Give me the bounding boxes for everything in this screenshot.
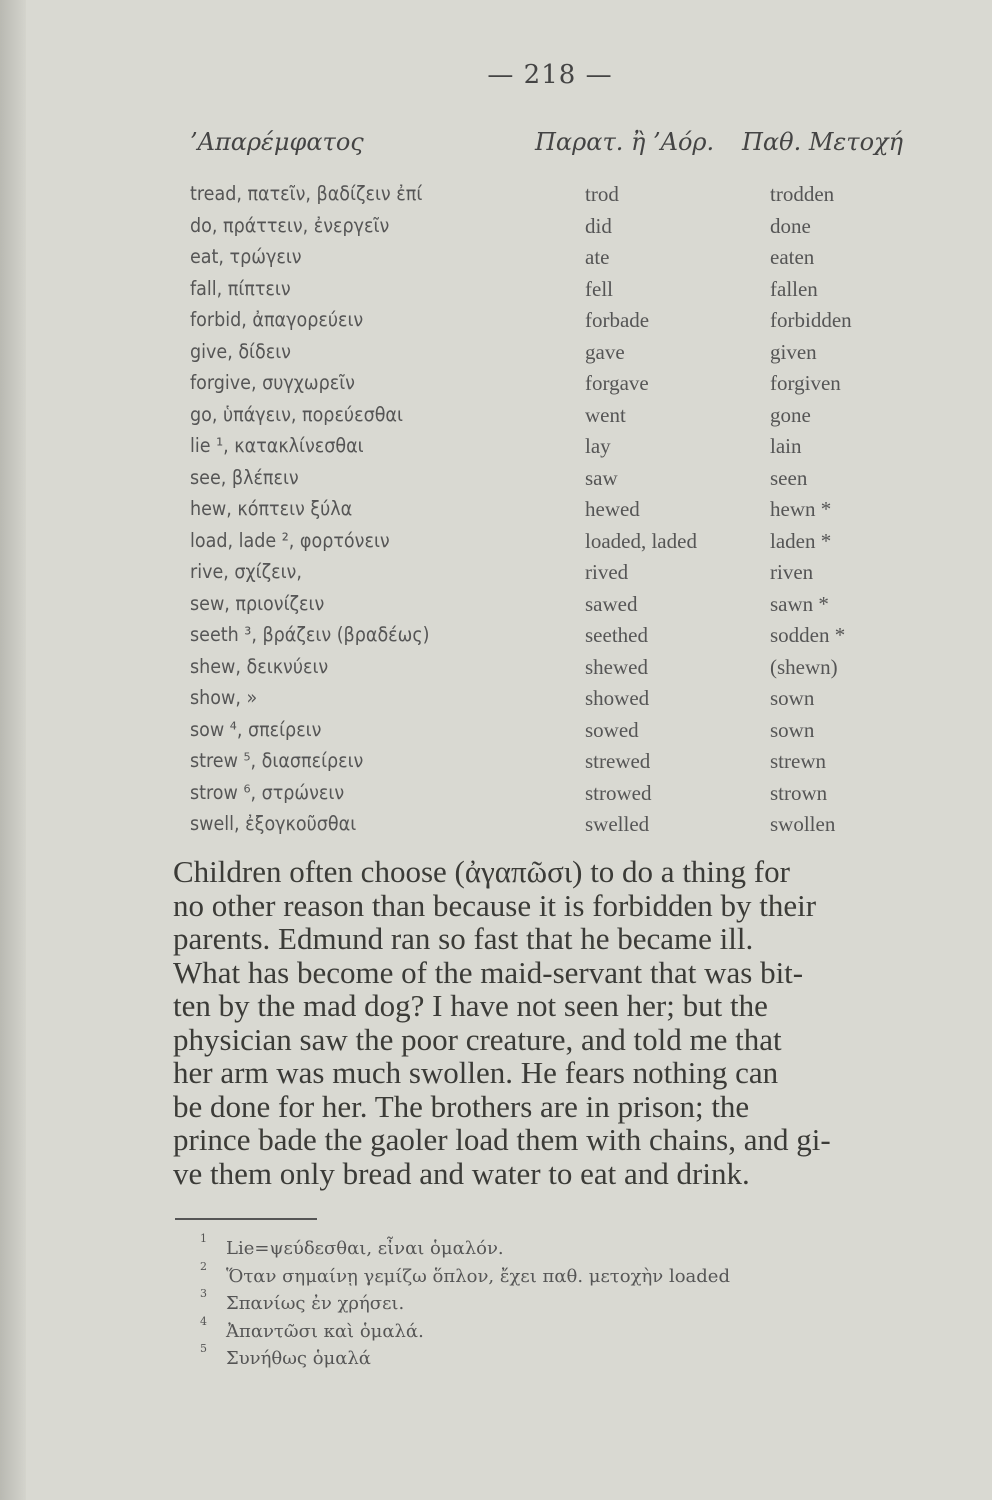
participle-form: seen: [770, 465, 808, 490]
participle-form: strown: [770, 780, 828, 805]
footnote-text: Συνήθως ὁμαλά: [226, 1348, 371, 1369]
table-row: [0, 466, 992, 498]
base-form: forgive, συγχωρεῖν: [190, 371, 355, 394]
table-row: [0, 749, 992, 781]
table-row: [0, 277, 992, 309]
footnote: [200, 1232, 960, 1266]
footnote-text: Ὅταν σημαίνῃ γεμίζω ὅπλον, ἔχει παθ. μετοχὴν loaded: [226, 1265, 730, 1287]
base-form: strew ⁵, διασπείρειν: [190, 749, 364, 772]
past-form: hewed: [585, 497, 640, 521]
base-form: do, πράττειν, ἐνεργεῖν: [190, 213, 390, 237]
header-base-form: ’Απαρέμφατος: [190, 128, 364, 156]
base-form: strow ⁶, στρώνειν: [190, 780, 345, 804]
participle-form: done: [770, 213, 811, 238]
participle-form: lain: [770, 434, 802, 458]
table-row: [0, 214, 992, 246]
past-form: strewed: [585, 749, 651, 773]
base-form: eat, τρώγειν: [190, 245, 302, 268]
paragraph-line: her arm was much swollen. He fears nothing can: [173, 1055, 779, 1090]
footnote: [200, 1314, 960, 1349]
table-row: [0, 340, 992, 372]
table-row: [0, 560, 992, 592]
base-form: hew, κόπτειν ξύλα: [190, 497, 353, 520]
exercise-paragraph: [173, 855, 963, 1190]
table-row: [0, 592, 992, 624]
participle-form: given: [770, 339, 817, 364]
base-form: see, βλέπειν: [190, 465, 299, 489]
footnote-mark: 3: [200, 1287, 207, 1300]
past-form: seethed: [585, 623, 648, 647]
table-row: [0, 308, 992, 340]
footnote-mark: 5: [200, 1342, 207, 1355]
base-form: lie ¹, κατακλίνεσθαι: [190, 434, 364, 457]
paragraph-line: be done for her. The brothers are in prison; the: [173, 1088, 750, 1124]
paragraph-line: physician saw the poor creature, and told me that: [173, 1021, 782, 1057]
past-form: swelled: [585, 812, 650, 836]
table-row: [0, 497, 992, 529]
footnote-mark: 1: [200, 1232, 207, 1245]
participle-form: strewn: [770, 749, 826, 773]
header-past-participle: Παθ. Μετοχή: [742, 128, 903, 156]
base-form: tread, πατεῖν, βαδίζειν ἐπί: [190, 182, 423, 205]
base-form: seeth ³, βράζειν (βραδέως): [190, 623, 430, 646]
participle-form: riven: [770, 560, 814, 584]
base-form: load, lade ², φορτόνειν: [190, 528, 390, 552]
past-form: sowed: [585, 717, 639, 742]
past-form: shewed: [585, 654, 648, 679]
base-form: forbid, ἀπαγορεύειν: [190, 308, 364, 331]
paragraph-line: ve them only bread and water to eat and drink.: [173, 1155, 750, 1191]
base-form: rive, σχίζειν,: [190, 560, 302, 583]
participle-form: sawn *: [770, 591, 829, 616]
past-form: trod: [585, 182, 619, 206]
past-form: gave: [585, 339, 625, 364]
past-form: loaded, laded: [585, 528, 697, 553]
participle-form: fallen: [770, 276, 818, 301]
participle-form: trodden: [770, 182, 835, 206]
participle-form: laden *: [770, 528, 832, 553]
base-form: swell, ἐξογκοῦσθαι: [190, 812, 357, 835]
participle-form: sodden *: [770, 623, 846, 647]
past-form: lay: [585, 434, 611, 458]
table-row: [0, 812, 992, 844]
footnote-text: Σπανίως ἐν χρήσει.: [226, 1293, 405, 1314]
past-form: forbade: [585, 308, 650, 332]
table-row: [0, 529, 992, 561]
participle-form: (shewn): [770, 654, 838, 679]
base-form: fall, πίπτειν: [190, 276, 291, 300]
past-form: did: [585, 213, 612, 238]
participle-form: forgiven: [770, 371, 841, 395]
footnotes: [200, 1232, 960, 1376]
base-form: sow ⁴, σπείρειν: [190, 717, 322, 741]
paragraph-line: parents. Edmund ran so fast that he became ill.: [173, 921, 754, 956]
base-form: shew, δεικνύειν: [190, 654, 329, 678]
footnote-mark: 2: [200, 1259, 207, 1273]
base-form: show, »: [190, 686, 258, 709]
footnote: [200, 1342, 960, 1376]
table-row: [0, 182, 992, 214]
past-form: forgave: [585, 371, 649, 395]
verb-table: [0, 182, 992, 844]
paragraph-line: What has become of the maid-servant that was bit-: [173, 954, 804, 990]
paragraph-line: ten by the mad dog? I have not seen her; but the: [173, 988, 768, 1023]
participle-form: swollen: [770, 812, 836, 836]
base-form: sew, πριονίζειν: [190, 591, 325, 615]
past-form: showed: [585, 686, 650, 710]
past-form: sawed: [585, 591, 638, 616]
table-row: [0, 686, 992, 718]
participle-form: sown: [770, 717, 815, 742]
participle-form: eaten: [770, 245, 815, 269]
participle-form: sown: [770, 686, 815, 710]
footnote-mark: 4: [200, 1314, 207, 1328]
footnote: [200, 1287, 960, 1321]
base-form: go, ὑπάγειν, πορεύεσθαι: [190, 402, 403, 426]
table-row: [0, 718, 992, 750]
header-past-tense: Παρατ. ἢ ’Αόρ.: [535, 128, 715, 156]
table-row: [0, 655, 992, 687]
page-number: — 218 —: [487, 60, 613, 90]
footnote-divider: [175, 1218, 317, 1220]
table-row: [0, 371, 992, 403]
participle-form: gone: [770, 402, 811, 427]
footnote: [200, 1259, 960, 1294]
paragraph-line: no other reason than because it is forbidden by their: [173, 887, 817, 923]
table-row: [0, 434, 992, 466]
table-row: [0, 781, 992, 813]
past-form: strowed: [585, 780, 652, 805]
table-row: [0, 245, 992, 277]
base-form: give, δίδειν: [190, 339, 291, 363]
past-form: saw: [585, 465, 618, 490]
table-row: [0, 403, 992, 435]
past-form: ate: [585, 245, 610, 269]
past-form: fell: [585, 276, 613, 301]
paragraph-line: prince bade the gaoler load them with chains, and gi-: [173, 1122, 831, 1157]
footnote-text: Lie=ψεύδεσθαι, εἶναι ὁμαλόν.: [226, 1238, 504, 1259]
past-form: rived: [585, 560, 629, 584]
table-row: [0, 623, 992, 655]
footnote-text: Ἀπαντῶσι καὶ ὁμαλά.: [226, 1320, 424, 1342]
participle-form: forbidden: [770, 308, 852, 332]
participle-form: hewn *: [770, 497, 832, 521]
past-form: went: [585, 402, 626, 427]
paragraph-line: Children often choose (ἀγαπῶσι) to do a thing for: [173, 854, 790, 889]
